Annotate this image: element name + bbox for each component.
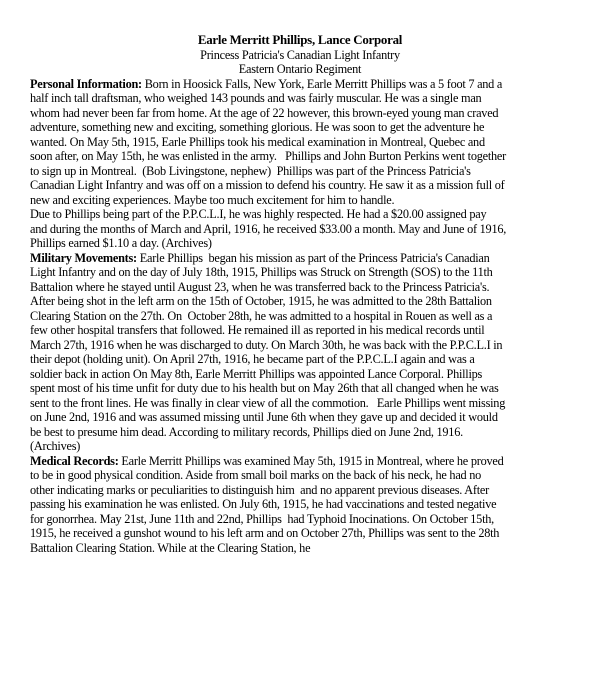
section-military-movements: [30, 251, 590, 454]
section-personal-information: [30, 77, 590, 208]
document-subtitle-region: Eastern Ontario Regiment: [238, 62, 362, 76]
military-movements-text: Earle Phillips began his mission as part of the Princess Patricia's Canadian Light Infantry and on the day of July 18th, 1915, Phillips was Struck on Strength (SOS) to the 11th Battalion where he stayed until August 23, when he was transferred back to the Princess Patricia's. After being shot in the left arm on the 15th of October, 1915, he was admitted to the 28th Battalion Clearing Station on the 27th. On October 28th, he was admitted to a hospital in Rouen as well as a few other hospital transfers that followed. He remained ill as reported in his medical records until March 27th, 1916 when he was discharged to duty. On March 30th, he was back with the P.P.C.L.I in their depot (holding unit). On April 27th, 1916, he became part of the P.P.C.L.I again and was a soldier back in action On May 8th, Earle Merritt Phillips was appointed Lance Corporal. Phillips spent most of his time unfit for duty due to his health but on May 26th that all changed when he was sent to the front lines. He was finally in clear view of all the commotion. Earle Phillips went missing on June 2nd, 1916 and was assumed missing until June 6th when they gave up and decided it would be best to presume him dead. According to military records, Phillips died on June 2nd, 1916. (Archives): [30, 250, 506, 453]
personal-information-text: Born in Hoosick Falls, New York, Earle Merritt Phillips was a 5 foot 7 and a half inch tall draftsman, who weighed 143 pounds and was fairly muscular. He was a single man whom had never been far from home. At the age of 22 however, this brown-eyed young man craved adventure, something new and exciting, something glorious. He was soon to get the adventure he wanted. On May 5th, 1915, Earle Phillips took his medical examination in Montreal, Quebec and soon after, on May 15th, he was enlisted in the army. Phillips and John Burton Perkins went together to sign up in Montreal. (Bob Livingstone, nephew) Phillips was part of the Princess Patricia's Canadian Light Infantry and was off on a mission to defend his country. He saw it as a mission full of new and exciting experiences. Maybe too much excitement for him to handle.: [30, 76, 506, 207]
pay-details-text: Due to Phillips being part of the P.P.C.L.I, he was highly respected. He had a $20.00 assigned pay and during the months of March and April, 1916, he received $33.00 a month. May and June of 1916, Phillips earned $1.10 a day. (Archives): [30, 207, 507, 250]
section-pay-details: [30, 207, 590, 251]
document-subtitle-regiment: Princess Patricia's Canadian Light Infantry: [200, 47, 400, 62]
document-title: Earle Merritt Phillips, Lance Corporal: [197, 33, 403, 47]
medical-records-heading: Medical Records:: [30, 453, 119, 468]
document-header: [30, 33, 570, 77]
personal-information-heading: Personal Information:: [30, 76, 142, 91]
medical-records-text: Earle Merritt Phillips was examined May 5th, 1915 in Montreal, where he proved to be in good physical condition. Aside from small boil marks on the back of his neck, he had no other indicating marks or peculiarities to distinguish him and no apparent previous diseases. After passing his examination he was enlisted. On July 6th, 1915, he had vaccinations and tested negative for gonorrhea. May 21st, June 11th and 22nd, Phillips had Typhoid Inocinations. On October 15th, 1915, he received a gunshot wound to his left arm and on October 27th, Phillips was sent to the 28th Battalion Clearing Station. While at the Clearing Station, he: [30, 453, 504, 555]
military-movements-heading: Military Movements:: [30, 250, 137, 265]
section-medical-records: [30, 454, 590, 556]
